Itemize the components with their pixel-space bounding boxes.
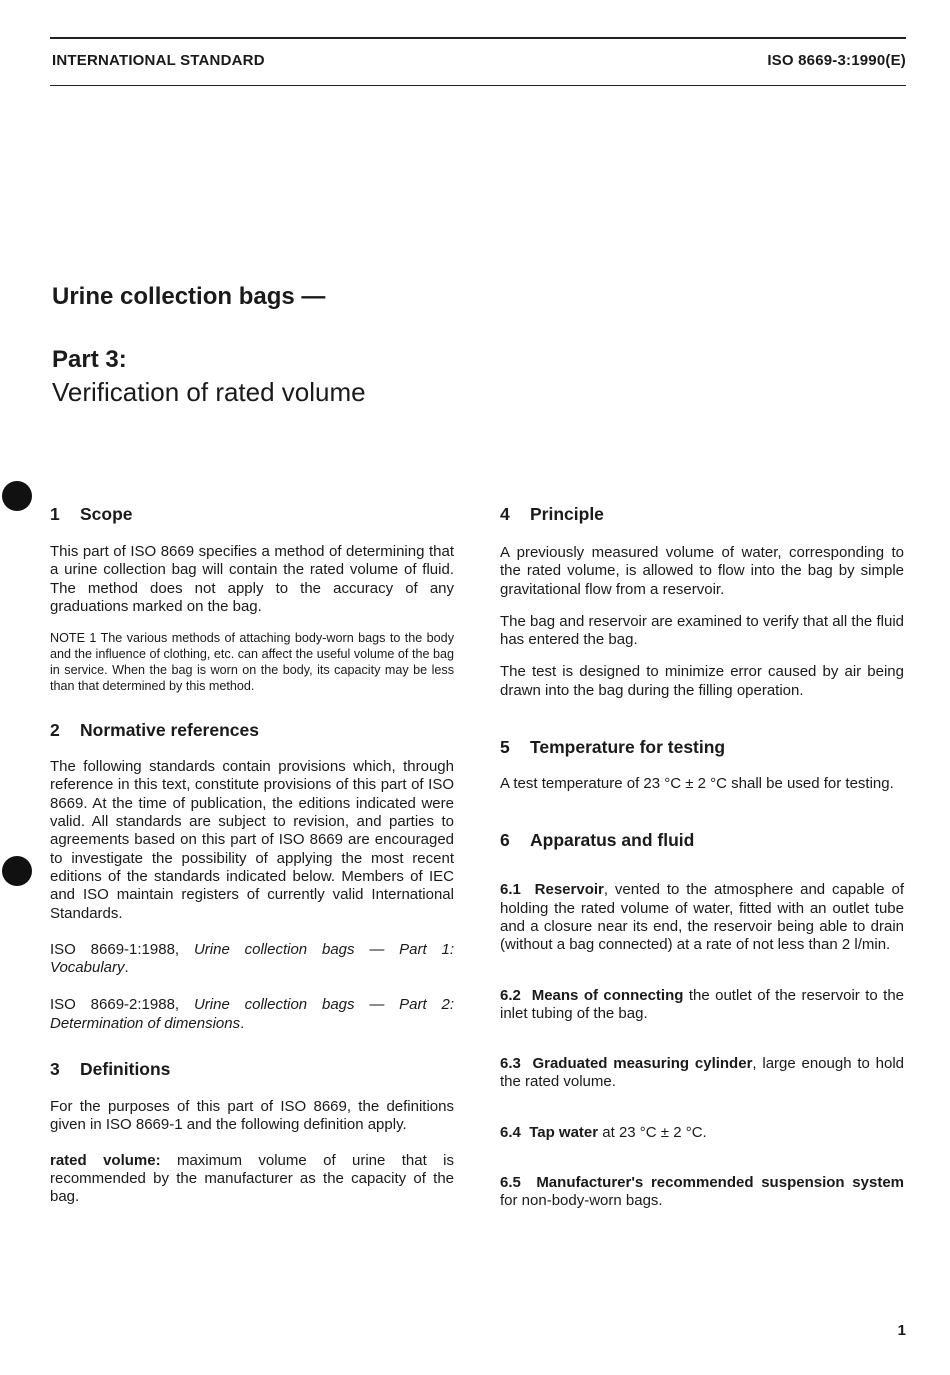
apparatus-item: 6.1 Reservoir, vented to the atmosphere and capable of holding the rated volume of water, fitted with an outlet tube and a closure near its end, the reservoir being able to drain (without a bag connected) at a rate of not less than 2 l/min.	[500, 881, 904, 954]
definitions-paragraph: For the purposes of this part of ISO 8669, the definitions given in ISO 8669-1 and the following definition apply.	[50, 1098, 454, 1134]
reference-item: ISO 8669-1:1988, Urine collection bags — Part 1: Vocabulary.	[50, 940, 455, 977]
reference-item: ISO 8669-2:1988, Urine collection bags — Part 2: Determination of dimensions.	[50, 996, 455, 1032]
section-heading: 2 Normative references	[50, 720, 259, 741]
section-temperature	[500, 737, 904, 793]
section-definitions	[50, 1059, 454, 1206]
margin-bullet-mark	[2, 856, 32, 886]
header-doc-type: INTERNATIONAL STANDARD	[52, 52, 265, 69]
section-heading: 5 Temperature for testing	[500, 737, 726, 758]
apparatus-item: 6.4 Tap water at 23 °C ± 2 °C.	[500, 1123, 707, 1141]
document-part: Part 3:	[52, 346, 127, 373]
scope-note: NOTE 1 The various methods of attaching body-worn bags to the body and the influence of clothing, etc. can affect the useful volume of the bag in service. When the bag is worn on the body, its capacity may be less than that determined by this method.	[50, 631, 454, 694]
section-principle	[500, 504, 904, 700]
apparatus-item: 6.5 Manufacturer's recommended suspension system for non-body-worn bags.	[500, 1174, 904, 1210]
apparatus-item: 6.2 Means of connecting the outlet of the reservoir to the inlet tubing of the bag.	[500, 986, 904, 1022]
right-column	[500, 504, 904, 1211]
margin-bullet-mark	[2, 481, 32, 511]
section-heading: 3 Definitions	[50, 1059, 171, 1080]
apparatus-item: 6.3 Graduated measuring cylinder, large enough to hold the rated volume.	[500, 1055, 904, 1091]
temperature-paragraph: A test temperature of 23 °C ± 2 °C shall be used for testing.	[500, 775, 894, 793]
header-top-rule	[50, 37, 906, 39]
left-column	[50, 504, 454, 1207]
principle-paragraph: The test is designed to minimize error caused by air being drawn into the bag during the filling operation.	[500, 663, 904, 699]
header-doc-id: ISO 8669-3:1990(E)	[767, 52, 906, 69]
section-apparatus	[500, 830, 904, 1210]
section-heading: 1 Scope	[50, 504, 133, 524]
section-scope	[50, 504, 454, 694]
document-title: Urine collection bags —	[52, 283, 326, 310]
page-number: 1	[897, 1322, 906, 1339]
document-subtitle: Verification of rated volume	[52, 377, 366, 407]
section-normative-references	[50, 720, 454, 1033]
principle-paragraph: A previously measured volume of water, corresponding to the rated volume, is allowed to flow into the bag by simple gravitational flow from a reservoir.	[500, 544, 904, 598]
definition-entry: rated volume: maximum volume of urine that is recommended by the manufacturer as the capacity of the bag.	[50, 1151, 454, 1206]
section-heading: 4 Principle	[500, 504, 604, 524]
normative-paragraph: The following standards contain provisions which, through reference in this text, constitute provisions of this part of ISO 8669. At the time of publication, the editions indicated were valid. All standards are subject to revision, and parties to agreements based on this part of ISO 8669 are encouraged to investigate the possibility of applying the most recent editions of the standards indicated below. Members of IEC and ISO maintain registers of currently valid International Standards.	[50, 758, 454, 922]
principle-paragraph: The bag and reservoir are examined to verify that all the fluid has entered the bag.	[500, 612, 904, 649]
section-heading: 6 Apparatus and fluid	[500, 830, 695, 851]
header-bottom-rule	[50, 85, 906, 86]
scope-paragraph: This part of ISO 8669 specifies a method of determining that a urine collection bag will contain the rated volume of fluid. The method does not apply to the accuracy of any graduations marked on the bag.	[50, 543, 454, 615]
